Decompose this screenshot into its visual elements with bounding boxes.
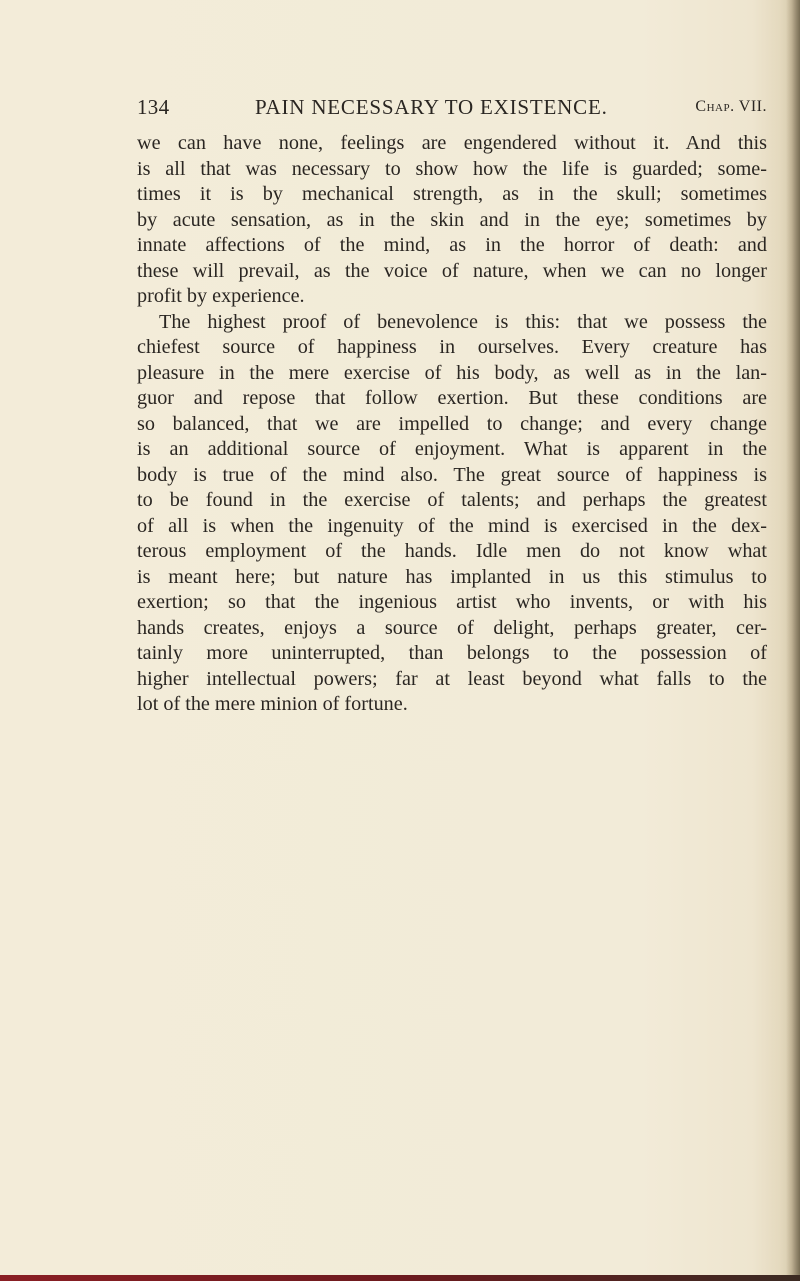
- page-number: 134: [137, 95, 170, 119]
- text-line: is meant here; but nature has implanted in us this stimulus to: [137, 565, 767, 588]
- text-line: of all is when the ingenuity of the mind is exercised in the dex-: [137, 514, 767, 537]
- text-line: lot of the mere minion of fortune.: [137, 693, 408, 715]
- text-line: is all that was necessary to show how the life is guarded; some-: [137, 157, 767, 180]
- chapter-reference: Chap. VII.: [695, 98, 767, 115]
- text-line: tainly more uninterrupted, than belongs to the possession of: [137, 642, 767, 664]
- text-line: chiefest source of happiness in ourselves. Every creature has: [137, 336, 767, 358]
- text-line: higher intellectual powers; far at least beyond what falls to the: [137, 667, 767, 690]
- text-line: to be found in the exercise of talents; and perhaps the greatest: [137, 489, 767, 511]
- text-line: these will prevail, as the voice of nature, when we can no longer: [137, 259, 767, 282]
- text-line: times it is by mechanical strength, as in the skull; sometimes: [137, 183, 767, 205]
- text-line: innate affections of the mind, as in the horror of death: and: [137, 234, 767, 256]
- text-line: hands creates, enjoys a source of delight, perhaps greater, cer-: [137, 616, 767, 639]
- paragraph-start-line: The highest proof of benevolence is this: that we possess the: [159, 310, 767, 333]
- text-line: so balanced, that we are impelled to change; and every change: [137, 412, 767, 435]
- text-line: profit by experience.: [137, 285, 305, 307]
- running-header: [137, 95, 767, 125]
- text-line: is an additional source of enjoyment. What is apparent in the: [137, 438, 767, 460]
- book-bottom-edge: [0, 1275, 800, 1281]
- text-line: by acute sensation, as in the skin and in the eye; sometimes by: [137, 208, 767, 231]
- text-line: we can have none, feelings are engendered without it. And this: [137, 132, 767, 154]
- text-line: body is true of the mind also. The great source of happiness is: [137, 463, 767, 486]
- body-text: [137, 131, 767, 718]
- text-line: exertion; so that the ingenious artist who invents, or with his: [137, 591, 767, 613]
- text-line: guor and repose that follow exertion. But these conditions are: [137, 387, 767, 409]
- running-title: PAIN NECESSARY TO EXISTENCE.: [255, 95, 608, 119]
- page-edge-shadow: [786, 0, 800, 1281]
- text-line: terous employment of the hands. Idle men do not know what: [137, 540, 767, 562]
- text-line: pleasure in the mere exercise of his body, as well as in the lan-: [137, 361, 767, 384]
